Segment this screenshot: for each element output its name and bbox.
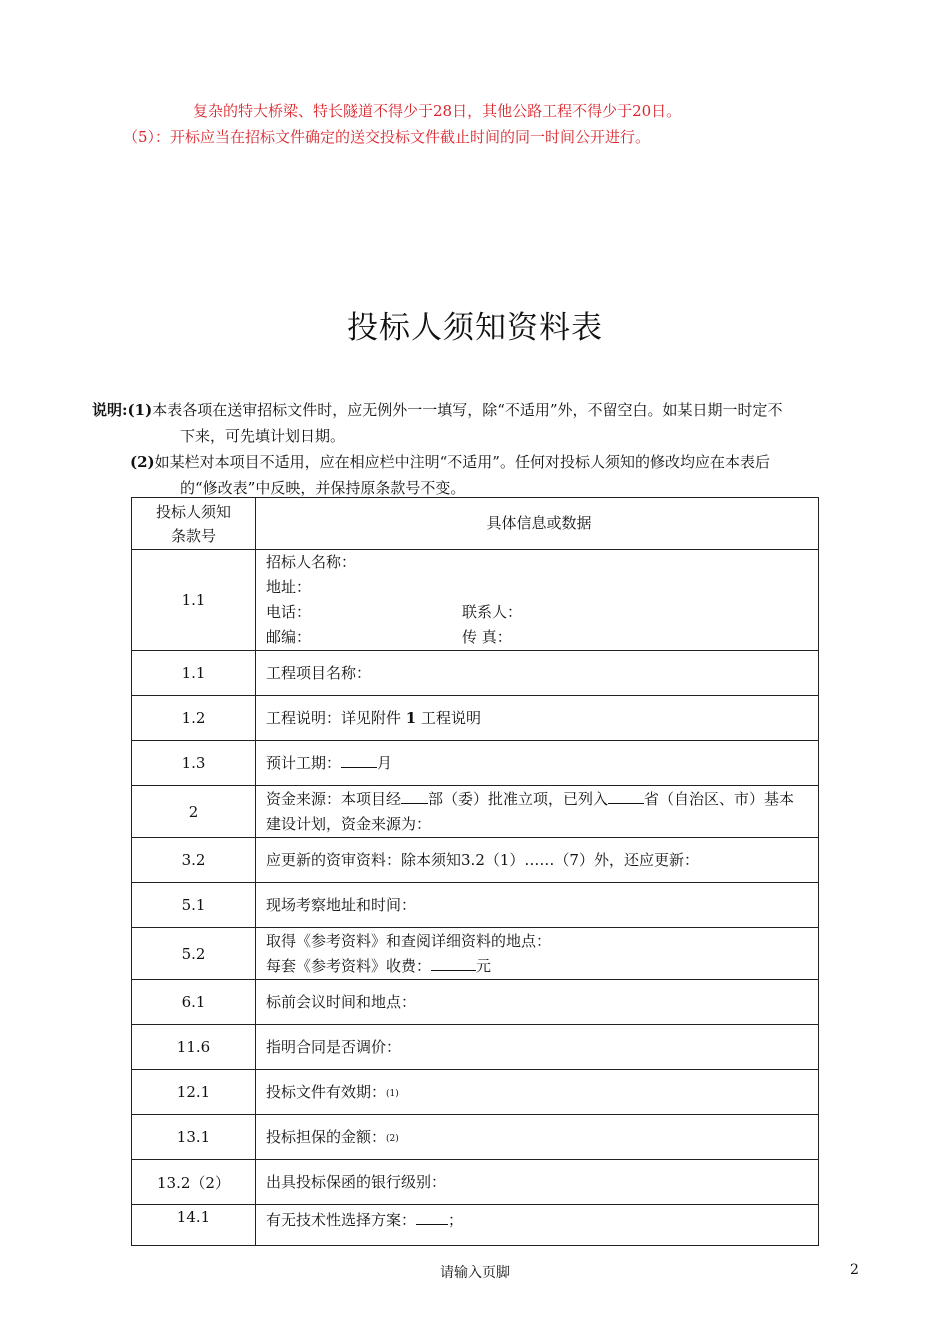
instruction-2-continued: 的“修改表”中反映，并保持原条款号不变。 [180, 479, 466, 497]
row-details: 应更新的资审资料：除本须知3.2（1）……（7）外，还应更新： [256, 838, 819, 883]
clause-number: 5.1 [132, 883, 256, 928]
funding-text-a: 资金来源：本项目经 [266, 789, 402, 808]
address-label: 地址： [266, 578, 312, 596]
table-row [132, 1115, 819, 1160]
validity-label: 投标文件有效期： [266, 1082, 387, 1101]
instruction-1-number: (1) [127, 401, 153, 419]
footnote-ref: (1) [386, 1088, 399, 1099]
clause-number: 3.2 [132, 838, 256, 883]
instruction-2 [130, 449, 870, 475]
table-row [132, 696, 819, 741]
province-blank[interactable] [608, 789, 644, 804]
clause-number: 1.1 [132, 651, 256, 696]
guarantee-label: 投标担保的金额： [266, 1127, 387, 1146]
clause-number: 13.2（2） [132, 1160, 256, 1205]
funding-text-d: 建设计划，资金来源为： [266, 814, 432, 833]
duration-blank[interactable] [341, 753, 377, 768]
row-details: 工程项目名称： [256, 651, 819, 696]
table-row [132, 928, 819, 980]
ministry-blank[interactable] [401, 789, 428, 804]
header-details: 具体信息或数据 [256, 498, 819, 550]
table-row [132, 1160, 819, 1205]
table-row [132, 883, 819, 928]
tenderer-name-label: 招标人名称： [266, 553, 357, 571]
page-footer[interactable]: 请输入页脚 [440, 1265, 510, 1281]
row-details: 现场考察地址和时间： [256, 883, 819, 928]
row-details [256, 1115, 819, 1160]
row-details [256, 741, 819, 786]
reference-location-label: 取得《参考资料》和查阅详细资料的地点： [266, 931, 552, 950]
row-details [256, 696, 819, 741]
funding-text-b: 部（委）批准立项，已列入 [428, 789, 609, 808]
clause-number: 1.2 [132, 696, 256, 741]
clause-number: 6.1 [132, 980, 256, 1025]
footnote-ref: (2) [386, 1133, 399, 1144]
bidder-info-table [131, 497, 819, 1246]
clause-number: 13.1 [132, 1115, 256, 1160]
header-clause-line2: 条款号 [170, 526, 216, 545]
funding-text-c: 省（自治区、市）基本 [644, 789, 795, 808]
clause-number: 5.2 [132, 928, 256, 980]
table-row [132, 1025, 819, 1070]
row-details [256, 1070, 819, 1115]
duration-unit: 月 [377, 753, 393, 772]
row-details [256, 928, 819, 980]
table-row [132, 980, 819, 1025]
row-details [256, 786, 819, 838]
note-bid-opening: （5）：开标应当在招标文件确定的送交投标文件截止时间的同一时间公开进行。 [123, 128, 651, 146]
page-title: 投标人须知资料表 [347, 310, 603, 346]
instruction-prefix: 说明: [92, 401, 128, 419]
alternative-label: 有无技术性选择方案： [266, 1211, 417, 1229]
postcode-label: 邮编： [266, 628, 312, 646]
clause-number: 14.1 [132, 1205, 256, 1246]
clause-number: 11.6 [132, 1025, 256, 1070]
page-number: 2 [850, 1262, 859, 1278]
table-row [132, 550, 819, 651]
attachment-number: 1 [405, 708, 417, 727]
reference-fee-label: 每套《参考资料》收费： [266, 956, 432, 975]
row-details: 出具投标保函的银行级别： [256, 1160, 819, 1205]
alternative-suffix: ； [448, 1211, 464, 1229]
row-details [256, 1205, 819, 1246]
table-row [132, 741, 819, 786]
clause-number: 1.1 [132, 550, 256, 651]
table-row [132, 1070, 819, 1115]
clause-number: 2 [132, 786, 256, 838]
phone-label: 电话： [266, 603, 312, 621]
instruction-2-number: (2) [130, 453, 155, 471]
table-row [132, 1205, 819, 1246]
project-desc-text: 工程说明：详见附件 [266, 708, 402, 727]
row-details: 指明合同是否调价： [256, 1025, 819, 1070]
instruction-1 [92, 397, 862, 423]
contact-label: 联系人： [462, 603, 523, 621]
header-clause-line1: 投标人须知 [155, 502, 231, 521]
instruction-1-text: 本表各项在送审招标文件时，应无例外一一填写，除“不适用”外，不留空白。如某日期一时定不 [152, 401, 783, 419]
table-row [132, 651, 819, 696]
table-header-row [132, 498, 819, 550]
clause-number: 1.3 [132, 741, 256, 786]
instruction-1-continued: 下来，可先填计划日期。 [180, 427, 346, 445]
duration-label: 预计工期： [266, 753, 342, 772]
note-bid-period: 复杂的特大桥梁、特长隧道不得少于28日，其他公路工程不得少于20日。 [193, 102, 682, 120]
alternative-blank[interactable] [416, 1210, 448, 1225]
header-clause-number [132, 498, 256, 550]
project-desc-suffix: 工程说明 [421, 708, 482, 727]
fee-unit: 元 [476, 956, 492, 975]
fax-label: 传 真： [462, 628, 512, 646]
fee-blank[interactable] [431, 956, 476, 971]
table-row [132, 786, 819, 838]
instruction-2-text: 如某栏对本项目不适用，应在相应栏中注明“不适用”。任何对投标人须知的修改均应在本表后 [154, 453, 770, 471]
row-details [256, 550, 819, 651]
row-details: 标前会议时间和地点： [256, 980, 819, 1025]
clause-number: 12.1 [132, 1070, 256, 1115]
table-row [132, 838, 819, 883]
